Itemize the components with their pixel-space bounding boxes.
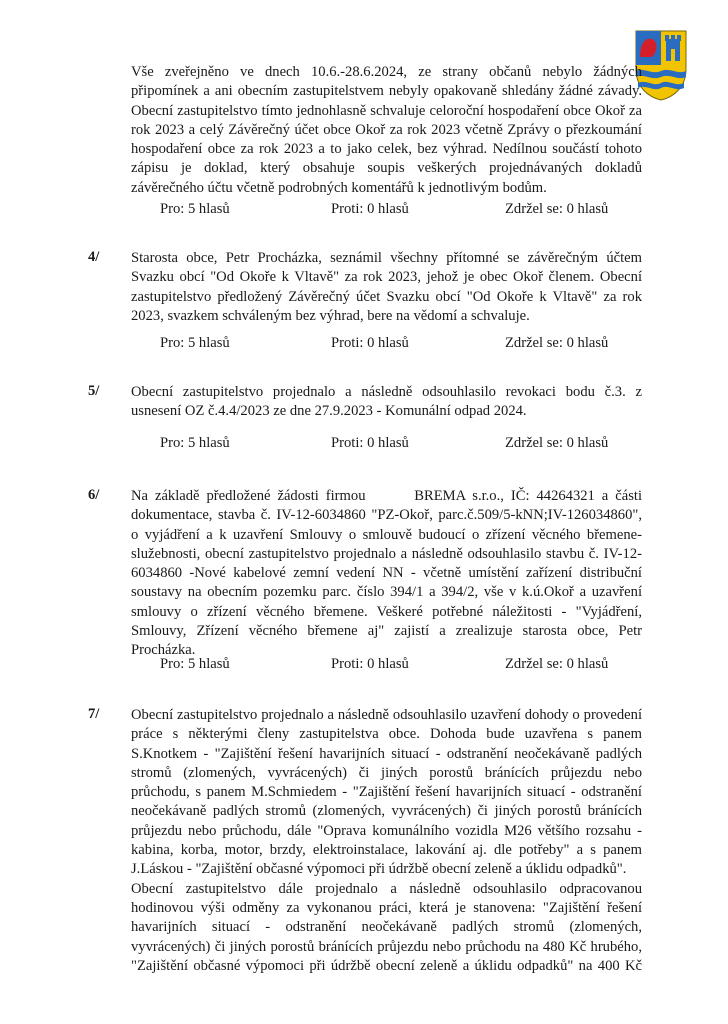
text-line: kabina, korba, motor, brzdy, elektroinstalace, lakování aj. dle potřeby" a s panem — [131, 842, 642, 859]
item-paragraph — [131, 249, 642, 326]
text-line: soustavy na obecním pozemku parc. číslo 394/1 a 394/2, vše v k.ú.Okoř a uzavření — [131, 584, 642, 601]
text-line: "Zajištění občasné výpomoci při údržbě obecní zeleně a úklidu odpadků" na 400 Kč — [131, 957, 642, 974]
vote-pro: Pro: 5 hlasů — [160, 435, 230, 451]
text-line: J.Láskou - "Zajištění občasné výpomoci při údržbě obecní zeleně a úklidu odpadků". — [131, 861, 627, 878]
text-line: smlouvy o zřízení věcného břemene. Veškeré potřebné náležitosti - "Vyjádření, — [131, 603, 642, 620]
intro-paragraph — [131, 63, 642, 198]
text-line: Vše zveřejněno ve dnech 10.6.-28.6.2024, ze strany občanů nebylo žádných — [131, 64, 642, 80]
text-line: Obecní zastupitelstvo projednalo a následně odsouhlasilo uzavření dohody o provedení — [131, 707, 642, 723]
item-number: 5/ — [88, 383, 100, 399]
text-line: Svazku obcí "Od Okoře k Vltavě" za rok 2023, jehož je obec Okoř členem. Obecní — [131, 269, 642, 286]
text-line: neočekávaně padlých stromů (zlomených, vyvrácených) či jiných porostů bránících — [131, 803, 642, 820]
text-line: Na základě předložené žádosti firmou BREMA s.r.o., IČ: 44264321 a části — [131, 488, 642, 504]
vote-proti: Proti: 0 hlasů — [331, 656, 409, 672]
item-number: 6/ — [88, 487, 100, 503]
text-line: hospodaření obce za rok 2023 a to jako celek, bez výhrad. Nedílnou součástí tohoto — [131, 141, 642, 158]
item-paragraph — [131, 487, 642, 661]
text-line: Obecní zastupitelstvo projednalo a následně odsouhlasilo revokaci bodu č.3. z — [131, 384, 642, 400]
text-line: 2023, svazkem schváleným bez výhrad, bere na vědomí a schvaluje. — [131, 307, 530, 324]
text-line: práce s některými členy zastupitelstva obce. Dohoda bude uzavřena s panem — [131, 726, 642, 743]
vote-abstain: Zdržel se: 0 hlasů — [505, 201, 609, 217]
text-line: zápisu je doklad, který obsahuje soupis veškerých projednávaných dokladů — [131, 160, 642, 177]
item-paragraph — [131, 706, 642, 976]
text-line: Obecní zastupitelstvo dále projednalo a následně odsouhlasilo odpracovanou — [131, 880, 642, 897]
text-line: zastupitelstvo předložený Závěrečný účet Svazku obcí "Od Okoře k Vltavě" za rok — [131, 288, 642, 305]
vote-abstain: Zdržel se: 0 hlasů — [505, 656, 609, 672]
text-line: o vyjádření a k uzavření Smlouvy o smlouvě budoucí o zřízení věcného břemene- — [131, 526, 642, 543]
text-line: Procházka. — [131, 642, 196, 659]
vote-proti: Proti: 0 hlasů — [331, 435, 409, 451]
vote-abstain: Zdržel se: 0 hlasů — [505, 435, 609, 451]
text-line: havarijních situací - odstranění neočekávaně padlých stromů (zlomených, — [131, 919, 642, 936]
item-number: 7/ — [88, 706, 100, 722]
text-line: Smlouvy, Zřízení věcného břemene aj" zajistí a zrealizuje starosta obce, Petr — [131, 623, 642, 640]
text-line: hodinovou výši odměny za vykonanou práci, která je stanovena: "Zajištění řešení — [131, 899, 642, 916]
text-line: S.Knotkem - "Zajištění řešení havarijních situací - odstranění neočekávaně padlých — [131, 745, 642, 762]
vote-proti: Proti: 0 hlasů — [331, 201, 409, 217]
text-line: 6034860 -Nové kabelové zemní vedení NN - včetně umístění zařízení distribuční — [131, 565, 642, 582]
text-line: dokumentace, stavba č. IV-12-6034860 "PZ-Okoř, parc.č.509/5-kNN;IV-126034860", — [131, 507, 642, 524]
text-line: Obecní zastupitelstvo tímto jednohlasně schvaluje celoroční hospodaření obce Okoř za — [131, 102, 642, 119]
item-paragraph — [131, 383, 642, 422]
text-line: usnesení OZ č.4.4/2023 ze dne 27.9.2023 - Komunální odpad 2024. — [131, 403, 527, 420]
text-line: Starosta obce, Petr Procházka, seznámil všechny přítomné se závěrečným účtem — [131, 250, 642, 266]
text-line: závěrečného účtu včetně podrobných komentářů k jednotlivým bodům. — [131, 179, 547, 196]
text-line: vyvrácených) či jiných porostů bránících průjezdu nebo průchodu na 480 Kč hrubého, — [131, 938, 642, 955]
vote-pro: Pro: 5 hlasů — [160, 335, 230, 351]
vote-abstain: Zdržel se: 0 hlasů — [505, 335, 609, 351]
text-line: průchodu, s panem M.Schmiedem - "Zajištění řešení havarijních situací - odstranění — [131, 784, 642, 801]
text-line: služebnosti, obecní zastupitelstvo projednalo a následně odsouhlasilo stavbu č. IV-12- — [131, 545, 642, 562]
coat-of-arms-icon — [634, 29, 688, 101]
vote-proti: Proti: 0 hlasů — [331, 335, 409, 351]
text-line: průjezdu nebo průchodu, dále "Oprava komunálního vozidla M26 většího rozsahu - — [131, 822, 642, 839]
item-number: 4/ — [88, 249, 100, 265]
text-line: připomínek a ani obecním zastupitelstvem nebyly opakovaně shledány žádné závady. — [131, 83, 642, 100]
vote-pro: Pro: 5 hlasů — [160, 201, 230, 217]
vote-pro: Pro: 5 hlasů — [160, 656, 230, 672]
text-line: stromů (zlomených, vyvrácených) či jiných porostů bránících průjezdu nebo — [131, 764, 642, 781]
text-line: rok 2023 a celý Závěrečný účet obce Okoř za rok 2023 včetně Zprávy o přezkoumání — [131, 121, 642, 138]
